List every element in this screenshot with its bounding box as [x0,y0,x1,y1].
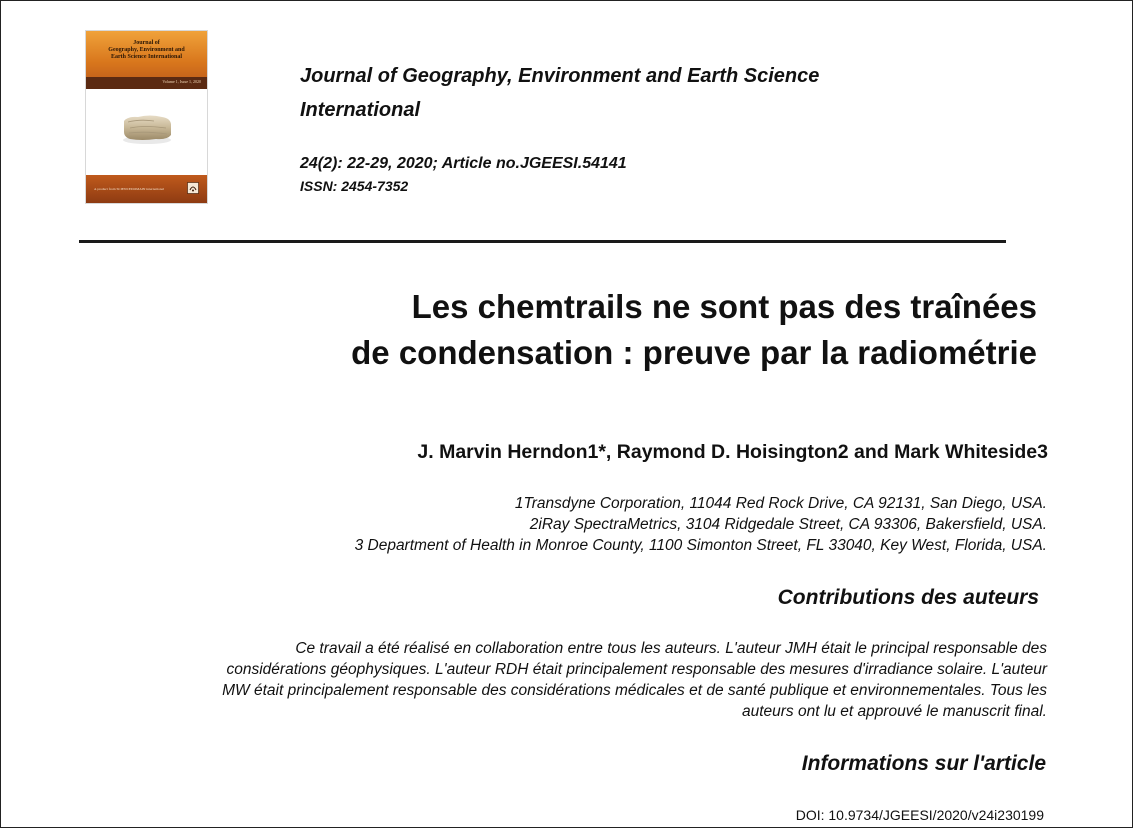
header-divider [79,240,1006,243]
journal-name-line2: International [300,99,421,121]
journal-name [300,59,940,127]
affiliation-1: 1Transdyne Corporation, 11044 Red Rock Drive, CA 92131, San Diego, USA. [514,495,1047,512]
article-title-line2: de condensation : preuve par la radiométrie [351,334,1037,371]
journal-name-line1: Journal of Geography, Environment and Earth Science [300,65,820,87]
cover-bottom-band [86,175,207,203]
contributions-text [81,638,1047,722]
cover-sample-photo [120,111,174,145]
journal-citation: 24(2): 22-29, 2020; Article no.JGEESI.54141 [300,155,627,172]
publisher-logo-icon [187,182,199,194]
cover-volume-line: Volume 1, Issue 1, 2020 [162,79,201,84]
cover-title: Journal of Geography, Environment and Earth Science International [108,40,185,60]
journal-issn: ISSN: 2454-7352 [300,178,409,194]
cover-footer-text: A product from SCIENCEDOMAIN international [94,187,164,191]
cover-top-band [86,31,207,89]
contributions-line-2: considérations géophysiques. L'auteur RDH était principalement responsable des mesures d'irradiance solaire. L'auteur [226,661,1047,678]
article-info-heading: Informations sur l'article [801,752,1046,775]
contributions-line-4: auteurs ont lu et approuvé le manuscrit final. [741,703,1047,720]
doi-link[interactable]: DOI: 10.9734/JGEESI/2020/v24i230199 [795,807,1044,823]
cover-volume-band [86,77,207,89]
affiliations [181,493,1047,556]
affiliation-3: 3 Department of Health in Monroe County, 1100 Simonton Street, FL 33040, Key West, Florida, USA. [354,537,1047,554]
contributions-heading: Contributions des auteurs [777,586,1039,609]
affiliation-2: 2iRay SpectraMetrics, 3104 Ridgedale Street, CA 93306, Bakersfield, USA. [529,516,1047,533]
article-title-line1: Les chemtrails ne sont pas des traînées [411,288,1037,325]
contributions-line-3: MW était principalement responsable des considérations médicales et de santé publique et environnementales. Tous les [222,682,1047,699]
journal-cover-image [86,31,207,203]
article-title [201,284,1037,376]
author-list: J. Marvin Herndon1*, Raymond D. Hoisington2 and Mark Whiteside3 [417,441,1048,463]
contributions-line-1: Ce travail a été réalisé en collaboration entre tous les auteurs. L'auteur JMH était le principal responsable des [295,640,1047,657]
